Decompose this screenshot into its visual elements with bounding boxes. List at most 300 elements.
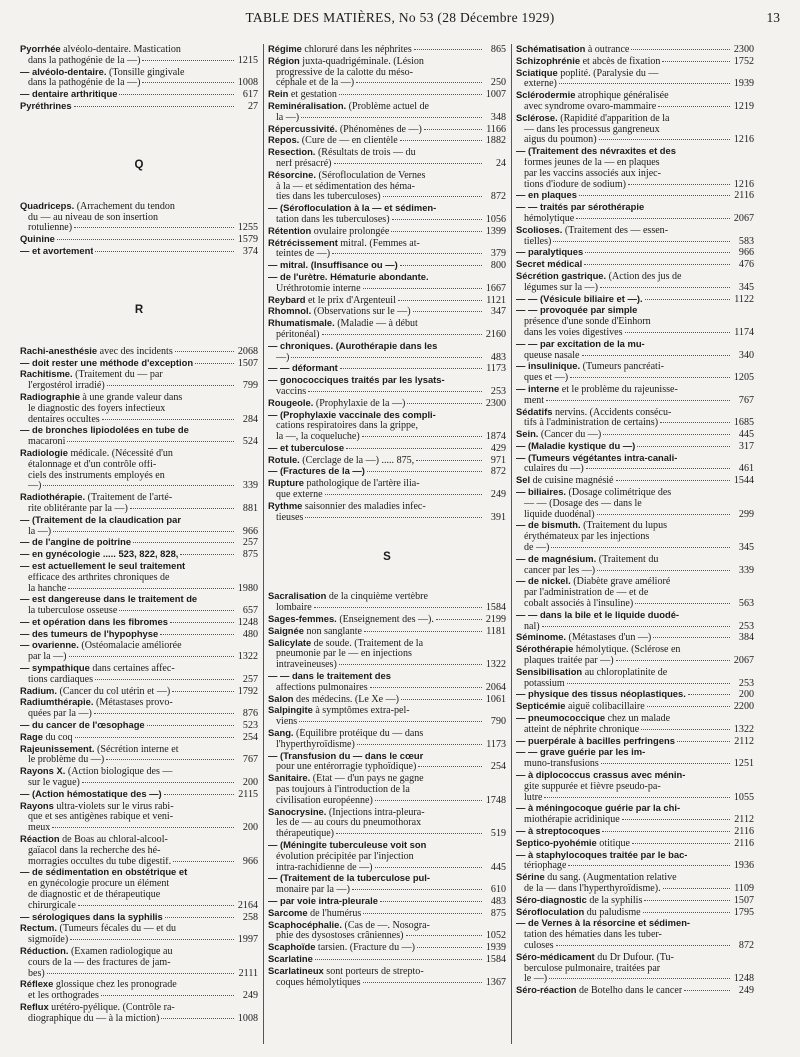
index-entry — [268, 954, 506, 966]
entry-line — [268, 135, 506, 147]
entry-keyword: Sciatique — [516, 67, 558, 78]
entry-line — [516, 361, 754, 373]
entry-line — [20, 801, 258, 813]
entry-page-number: 519 — [490, 828, 506, 840]
entry-line — [516, 418, 754, 429]
entry-continuation: le —) — [524, 974, 548, 985]
entry-line — [268, 717, 506, 728]
entry-keyword: Saignée — [268, 625, 304, 636]
entry-line — [516, 907, 754, 919]
entry-page-number: 966 — [242, 855, 258, 867]
index-entry — [268, 443, 506, 455]
entry-page-number: 800 — [490, 260, 506, 272]
entry-line — [20, 549, 258, 561]
entry-continuation: par la —) — [28, 652, 67, 663]
entry-line — [20, 969, 258, 980]
index-entry — [20, 346, 258, 358]
entry-continuation: de diagnostic et de thérapeutique — [28, 890, 161, 901]
index-entry — [268, 966, 506, 989]
entry-page-number: 2068 — [237, 345, 258, 357]
entry-continuation: et les orthogrades — [28, 991, 99, 1002]
entry-page-number: 1181 — [486, 625, 506, 637]
entry-keyword: Réaction — [20, 834, 60, 845]
entry-keyword: — (Traitement de la claudication par — [20, 514, 181, 525]
entry-text — [20, 629, 158, 641]
index-entry — [516, 736, 754, 748]
entry-keyword: — de sédimentation en obstétrique et — [20, 867, 188, 878]
entry-keyword: — — grave guérie par les im- — [516, 747, 646, 758]
entry-line — [268, 410, 506, 422]
entry-line — [516, 180, 754, 191]
entry-text — [268, 295, 396, 307]
index-entry — [20, 515, 258, 538]
dot-leader — [684, 990, 730, 991]
entry-description: (Dosage colimétrique des — [568, 487, 672, 499]
entry-line — [516, 429, 754, 441]
entry-line — [268, 295, 506, 307]
entry-keyword: — de l'urètre. Hématurie abondante. — [268, 271, 429, 282]
index-entry — [516, 68, 754, 91]
entry-page-number: 1936 — [733, 860, 754, 872]
entry-keyword: Radiographie — [20, 391, 80, 402]
entry-page-number: 27 — [247, 100, 258, 112]
index-entry — [516, 747, 754, 770]
entry-page-number: 1122 — [734, 293, 754, 305]
entry-keyword: Régime — [268, 44, 302, 54]
entry-line — [268, 249, 506, 260]
entry-keyword: Rythme — [268, 500, 303, 511]
dot-leader — [367, 471, 482, 472]
entry-continuation: de la — dans l'hyperthyroïdisme). — [524, 883, 661, 894]
entry-page-number: 1882 — [485, 135, 506, 147]
entry-line — [268, 215, 506, 226]
entry-keyword: Rhomnol. — [268, 306, 312, 317]
entry-continuation: aigus du poumon) — [524, 135, 597, 146]
dot-leader — [299, 721, 482, 722]
entry-text — [516, 985, 682, 997]
entry-line — [516, 79, 754, 90]
index-entry — [20, 594, 258, 617]
section-gap — [20, 316, 258, 346]
entry-continuation: berculose pulmonaire, traitées par — [524, 963, 661, 974]
section-gap — [268, 523, 506, 551]
dot-leader — [69, 656, 235, 657]
entry-keyword: Rayons X. — [20, 766, 66, 777]
entry-line — [516, 576, 754, 588]
entry-continuation: du — au niveau de son insertion — [28, 212, 159, 223]
dot-leader — [418, 766, 482, 767]
entry-page-number: 1544 — [733, 475, 754, 487]
entry-continuation: la —, la coqueluche) — [276, 432, 360, 443]
entry-keyword: Rachi-anesthésie — [20, 345, 98, 356]
dot-leader — [413, 311, 482, 312]
entry-continuation: le problème du —) — [28, 755, 105, 766]
entry-page-number: 2067 — [733, 655, 754, 667]
index-entry — [516, 56, 754, 68]
entry-page-number: 1251 — [733, 758, 754, 770]
entry-line — [20, 606, 258, 617]
entry-text — [516, 441, 635, 453]
dot-leader — [392, 219, 482, 220]
entry-keyword: — (Traitement de la tuberculose pul- — [268, 873, 431, 884]
dot-leader — [160, 634, 234, 635]
entry-continuation: présence d'une sonde d'Einhorn — [524, 317, 651, 328]
index-entry — [20, 946, 258, 979]
entry-line — [516, 689, 754, 701]
dot-leader — [576, 218, 730, 219]
entry-page-number: 249 — [242, 990, 258, 1002]
entry-continuation: sur le vague) — [28, 778, 80, 789]
entry-line — [268, 113, 506, 124]
section-gap — [20, 113, 258, 159]
entry-keyword: Radiologie — [20, 447, 68, 458]
entry-line — [516, 974, 754, 985]
entry-page-number: 583 — [738, 235, 754, 247]
entry-line — [268, 238, 506, 250]
entry-line — [20, 448, 258, 460]
entry-text — [268, 626, 362, 638]
index-entry — [268, 638, 506, 671]
entry-description: (Maladie — à début — [337, 318, 418, 330]
entry-line — [268, 603, 506, 614]
entry-continuation: dentaires occultes — [28, 414, 100, 425]
entry-line — [516, 339, 754, 351]
entry-page-number: 1584 — [485, 953, 506, 965]
entry-line — [268, 807, 506, 819]
entry-page-number: 348 — [490, 111, 506, 123]
index-entry — [516, 826, 754, 838]
entry-line — [268, 908, 506, 920]
entry-page-number: 2116 — [734, 190, 754, 202]
entry-continuation: Uréthrotomie interne — [276, 283, 361, 294]
entry-keyword: Sang. — [268, 728, 294, 739]
dot-leader — [314, 607, 482, 608]
entry-text — [268, 694, 399, 706]
entry-line — [516, 725, 754, 736]
entry-text — [20, 912, 163, 924]
dot-leader — [645, 299, 730, 300]
index-entry — [268, 694, 506, 706]
entry-description: (État — d'un pays ne gagne — [312, 773, 424, 785]
entry-keyword: Rougeole. — [268, 397, 314, 408]
entry-description: chez un malade — [607, 713, 671, 725]
dot-leader — [424, 129, 482, 130]
entry-keyword: — (Action hémostatique des —) — [20, 788, 162, 799]
entry-page-number: 249 — [490, 489, 506, 501]
entry-keyword: — paralytiques — [516, 247, 584, 258]
index-entry — [20, 537, 258, 549]
section-letter: Q — [134, 158, 144, 171]
entry-continuation: chirurgicale — [28, 900, 76, 911]
entry-line — [516, 90, 754, 102]
dot-leader — [582, 355, 730, 356]
entry-text — [268, 455, 414, 467]
entry-description: à outrance — [587, 44, 630, 55]
entry-line — [268, 896, 506, 908]
index-entry — [268, 773, 506, 806]
entry-line — [516, 656, 754, 667]
entry-description: otitique — [599, 837, 630, 849]
entry-page-number: 1367 — [485, 976, 506, 988]
entry-line — [20, 755, 258, 766]
entry-keyword: — est dangereuse dans le traitement de — [20, 594, 198, 605]
entry-page-number: 1008 — [237, 77, 258, 89]
entry-continuation: l'hyperthyroïdisme) — [276, 739, 355, 750]
entry-description: chloruré dans les néphrites — [304, 44, 412, 55]
entry-keyword: Scarlatineux — [268, 965, 324, 976]
index-entry — [268, 56, 506, 89]
entry-continuation: cations respiratoires dans la grippe, — [276, 421, 419, 432]
index-entry — [516, 339, 754, 362]
index-entry — [268, 896, 506, 908]
dot-leader — [391, 231, 482, 232]
entry-continuation: tions cardiaques — [28, 674, 94, 685]
entry-page-number: 2115 — [238, 788, 258, 800]
index-entry — [268, 101, 506, 124]
dot-leader — [546, 400, 730, 401]
entry-description: alvéolo-dentaire. Mastication — [63, 44, 181, 55]
index-entry — [268, 478, 506, 501]
index-entry — [516, 918, 754, 951]
index-entry — [20, 425, 258, 448]
entry-line — [268, 885, 506, 896]
dot-leader — [102, 419, 234, 420]
entry-description: du coq — [45, 731, 73, 743]
index-column-1 — [20, 44, 258, 1049]
entry-keyword: Radiumthérapie. — [20, 697, 94, 708]
entry-page-number: 881 — [242, 502, 258, 514]
entry-line — [268, 762, 506, 773]
index-entry — [20, 979, 258, 1002]
entry-description: (Rapidité d'apparition de la — [560, 112, 670, 124]
dot-leader — [602, 831, 730, 832]
entry-description: des médecins. (Le Xe —) — [296, 693, 399, 705]
dot-leader — [142, 60, 234, 61]
entry-line — [268, 728, 506, 740]
entry-text — [20, 537, 131, 549]
entry-description: nervins. (Accidents consécu- — [555, 406, 672, 418]
entry-line — [516, 622, 754, 633]
entry-description: et le prix d'Argenteuil — [308, 294, 396, 306]
entry-continuation: diographique du — à la miction) — [28, 1013, 160, 1024]
entry-line — [268, 683, 506, 694]
entry-continuation: nerf présacré) — [276, 158, 332, 169]
entry-continuation: avec syndrome ovaro-mammaire — [524, 101, 657, 112]
index-entry — [516, 247, 754, 259]
entry-line — [268, 751, 506, 763]
entry-continuation: la —) — [28, 526, 52, 537]
dot-leader — [641, 729, 730, 730]
dot-leader — [637, 446, 730, 447]
entry-continuation: tielles) — [524, 236, 552, 247]
entry-text — [516, 190, 577, 202]
entry-page-number: 1584 — [485, 602, 506, 614]
entry-line — [20, 629, 258, 641]
entry-line — [268, 353, 506, 364]
entry-line — [268, 78, 506, 89]
dot-leader — [600, 287, 730, 288]
entry-line — [20, 527, 258, 538]
entry-continuation: gite suppurée et fièvre pseudo-pa- — [524, 781, 661, 792]
entry-line — [516, 895, 754, 907]
dot-leader — [380, 901, 482, 902]
entry-continuation: ment — [524, 395, 545, 406]
entry-keyword: Sarcome — [268, 907, 308, 918]
entry-line — [268, 147, 506, 159]
dot-leader — [677, 741, 730, 742]
dot-leader — [549, 978, 730, 979]
entry-line — [20, 652, 258, 663]
entry-page-number: 1007 — [485, 89, 506, 101]
entry-keyword: Séro-réaction — [516, 985, 577, 996]
entry-page-number: 445 — [490, 861, 506, 873]
entry-keyword: — — dans le traitement des — [268, 671, 391, 682]
entry-text — [516, 701, 645, 713]
dot-leader — [301, 117, 482, 118]
index-entry — [516, 644, 754, 667]
entry-keyword: Pyorrhée — [20, 44, 61, 54]
entry-line — [20, 234, 258, 246]
dot-leader — [165, 917, 234, 918]
index-entry — [516, 554, 754, 577]
entry-continuation: que externe — [276, 490, 323, 501]
dot-leader — [52, 827, 234, 828]
dot-leader — [334, 163, 483, 164]
entry-page-number: 1055 — [733, 791, 754, 803]
entry-text — [20, 549, 178, 561]
dot-leader — [356, 82, 482, 83]
dot-leader — [383, 196, 482, 197]
entry-page-number: 1205 — [733, 372, 754, 384]
entry-description: (Sérofloculation de Vernes — [318, 169, 426, 181]
entry-keyword: Scolioses. — [516, 224, 563, 235]
entry-page-number: 875 — [242, 549, 258, 561]
dot-leader — [173, 861, 234, 862]
entry-page-number: 299 — [738, 508, 754, 520]
index-entry — [20, 834, 258, 867]
dot-leader — [647, 706, 730, 707]
entry-description: mitral. (Femmes at- — [340, 237, 420, 249]
index-entry — [268, 591, 506, 614]
entry-continuation: cancer par les —) — [524, 565, 596, 576]
entry-page-number: 1173 — [486, 738, 506, 750]
entry-text — [268, 954, 313, 966]
entry-page-number: 872 — [738, 939, 754, 951]
entry-line — [20, 201, 258, 213]
entry-description: (Prophylaxie de la —) — [315, 397, 406, 409]
entry-text — [516, 826, 600, 838]
entry-line — [516, 599, 754, 610]
entry-keyword: Rein — [268, 89, 289, 100]
dot-leader — [584, 264, 730, 265]
entry-keyword: — dentaire arthritique — [20, 89, 118, 100]
entry-page-number: 1980 — [237, 582, 258, 594]
dot-leader — [339, 664, 482, 665]
entry-continuation: étalonnage et d'un contrôle offi- — [28, 459, 157, 470]
dot-leader — [601, 763, 730, 764]
entry-description: (Équilibre protéique du — dans — [296, 728, 424, 740]
entry-page-number: 384 — [738, 632, 754, 644]
entry-page-number: 1507 — [237, 357, 258, 369]
entry-description: (Cancer du col utérin et —) — [59, 685, 171, 697]
section-gap — [268, 563, 506, 591]
index-entry — [516, 294, 754, 306]
entry-line — [268, 591, 506, 603]
entry-continuation: phie des dysostoses crâniennes) — [276, 931, 404, 942]
entry-page-number: 253 — [738, 677, 754, 689]
entry-continuation: muno-transfusions — [524, 759, 599, 770]
dot-leader — [553, 241, 730, 242]
index-entry — [20, 561, 258, 594]
index-entry — [268, 260, 506, 272]
entry-text — [516, 689, 686, 701]
entry-continuation: hémolytique — [524, 213, 575, 224]
index-entry — [268, 671, 506, 694]
dot-leader — [339, 94, 482, 95]
entry-description: glossique chez les pronograde — [55, 979, 177, 991]
entry-description: saisonnier des maladies infec- — [304, 500, 426, 512]
entry-line — [516, 214, 754, 225]
index-entry — [516, 872, 754, 895]
entry-line — [268, 954, 506, 966]
index-entry — [268, 840, 506, 873]
entry-page-number: 563 — [738, 598, 754, 610]
entry-line — [20, 946, 258, 958]
index-entry — [20, 392, 258, 425]
entry-keyword: — de bronches lipiodolées en tube de — [20, 425, 189, 436]
entry-line — [268, 829, 506, 840]
entry-page-number: 1248 — [237, 616, 258, 628]
entry-page-number: 865 — [490, 44, 506, 55]
entry-line — [20, 358, 258, 370]
entry-description: (Action biologique des — — [67, 766, 173, 778]
entry-line — [20, 991, 258, 1002]
entry-line — [268, 773, 506, 785]
entry-page-number: 445 — [738, 429, 754, 441]
index-entry — [516, 259, 754, 271]
entry-description: (Ostéomalacie améliorée — [81, 640, 182, 652]
entry-line — [20, 44, 258, 56]
entry-continuation: de —) — [524, 543, 550, 554]
entry-text — [268, 124, 422, 136]
entry-text — [268, 443, 344, 455]
entry-continuation: évolution précipitée par l'injection — [276, 851, 414, 862]
entry-line — [268, 490, 506, 501]
entry-line — [268, 284, 506, 295]
entry-line — [516, 747, 754, 759]
entry-page-number: 340 — [738, 349, 754, 361]
entry-description: (Observations sur le —) — [313, 306, 411, 318]
entry-line — [516, 351, 754, 362]
index-entry — [516, 487, 754, 520]
entry-page-number: 339 — [242, 480, 258, 492]
entry-page-number: 1939 — [733, 78, 754, 90]
index-entry — [516, 429, 754, 441]
entry-description: de cuisine magnésié — [532, 475, 614, 487]
dot-leader — [417, 947, 482, 948]
entry-line — [268, 638, 506, 650]
entry-line — [20, 709, 258, 720]
entry-description: et abcès de fixation — [582, 55, 661, 67]
dot-leader — [416, 460, 482, 461]
entry-line — [516, 985, 754, 997]
dot-leader — [628, 184, 730, 185]
entry-keyword: — du cancer de l'œsophage — [20, 720, 145, 731]
entry-keyword: Résorcine. — [268, 169, 316, 180]
dot-leader — [47, 973, 234, 974]
entry-page-number: 24 — [495, 157, 506, 169]
dot-leader — [164, 794, 234, 795]
